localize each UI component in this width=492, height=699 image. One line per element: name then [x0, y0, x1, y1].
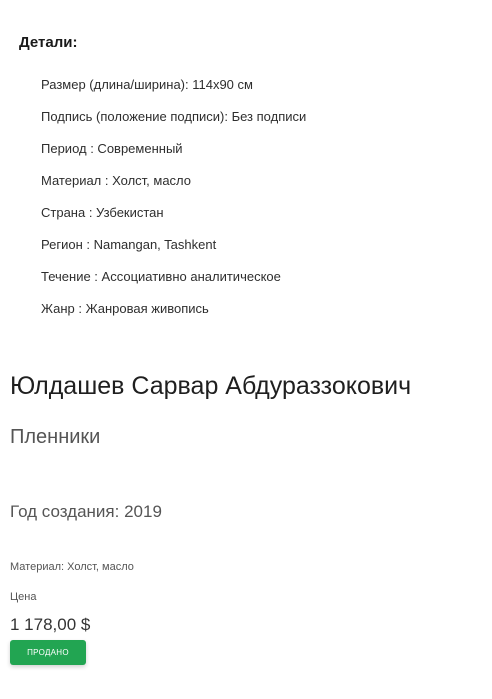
details-list — [41, 76, 306, 332]
details-heading: Детали: — [19, 34, 78, 51]
detail-movement: Течение : Ассоциативно аналитическое — [41, 269, 281, 284]
detail-country: Страна : Узбекистан — [41, 205, 164, 220]
sold-button[interactable]: ПРОДАНО — [10, 640, 86, 665]
material-info: Материал: Холст, масло — [10, 561, 134, 573]
detail-signature: Подпись (положение подписи): Без подписи — [41, 109, 307, 124]
detail-genre: Жанр : Жанровая живопись — [41, 301, 209, 316]
artist-name: Юлдашев Сарвар Абдураззокович — [10, 372, 412, 400]
detail-period: Период : Современный — [41, 141, 183, 156]
detail-size: Размер (длина/ширина): 114x90 см — [41, 77, 253, 92]
detail-region: Регион : Namangan, Tashkent — [41, 237, 217, 252]
price-label: Цена — [10, 591, 37, 603]
creation-year: Год создания: 2019 — [10, 502, 162, 521]
price-value: 1 178,00 $ — [10, 615, 91, 634]
artwork-title: Пленники — [10, 426, 101, 448]
detail-material: Материал : Холст, масло — [41, 173, 192, 188]
